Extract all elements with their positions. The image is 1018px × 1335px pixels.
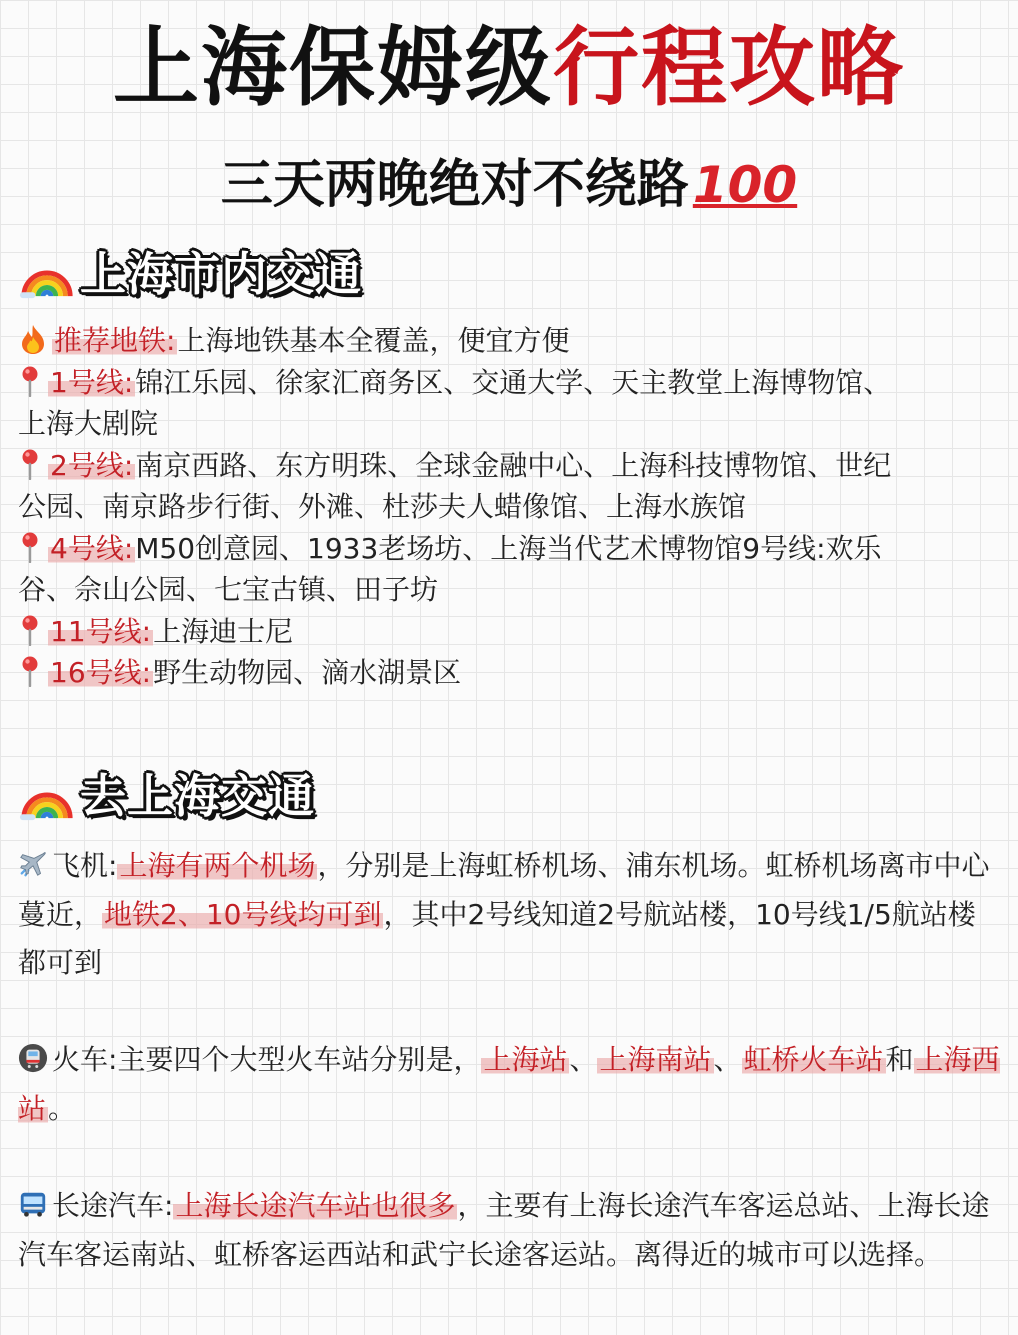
item-label: 11号线: [50, 614, 152, 648]
page-title [0, 18, 1018, 118]
fire-icon [18, 323, 48, 355]
bus-highlight: 上海长途汽车站也很多 [175, 1189, 456, 1222]
train-icon [18, 1042, 48, 1074]
list-item [18, 445, 898, 528]
list-item [18, 320, 1003, 362]
station-shanghai-west: 上海西站 [18, 1043, 1000, 1125]
train-label: 火车: [52, 1043, 118, 1076]
train-text-2: 和 [885, 1043, 914, 1076]
separator: 、 [569, 1043, 598, 1076]
pin-icon [18, 655, 42, 687]
item-text: 野生动物园、滴水湖景区 [153, 656, 462, 689]
station-shanghai-south: 上海南站 [599, 1043, 712, 1076]
bus-label: 长途汽车: [52, 1189, 174, 1222]
subtitle-text: 三天两晚绝对不绕路 [220, 155, 689, 215]
item-text: 上海迪士尼 [153, 614, 294, 648]
item-text: 南京西路、东方明珠、全球金融中心、上海科技博物馆、世纪公园、南京路步行街、外滩、杜莎夫人蜡像馆、上海水族馆 [18, 448, 892, 523]
station-shanghai: 上海站 [483, 1043, 568, 1076]
item-text: 锦江乐园、徐家汇商务区、交通大学、天主教堂上海博物馆、上海大剧院 [18, 365, 892, 440]
pin-icon [18, 365, 42, 397]
pin-icon [18, 448, 42, 480]
bus-text: ，主要有上海长途汽车客运总站、上海长途汽车客运南站、虹桥客运西站和武宁长途客运站。离得近的城市可以选择。 [18, 1189, 990, 1271]
page-subtitle [0, 150, 1018, 220]
bus-icon [18, 1188, 48, 1220]
train-paragraph [18, 1036, 1003, 1133]
station-hongqiao: 虹桥火车站 [743, 1043, 884, 1076]
plane-highlight-metro: 地铁2、10号线均可到 [104, 897, 382, 931]
item-text: 上海地铁基本全覆盖，便宜方便 [177, 324, 570, 357]
section-title: 去上海交通 [80, 769, 315, 823]
plane-label: 飞机: [52, 849, 118, 882]
pin-icon [18, 614, 42, 646]
metro-list [18, 320, 1003, 694]
item-label: 推荐地铁: [54, 324, 176, 357]
rainbow-icon [18, 242, 76, 300]
title-red-part: 行程攻略 [553, 18, 905, 118]
section-heading-to-shanghai [18, 758, 315, 828]
item-text: M50创意园、1933老场坊、上海当代艺术博物馆9号线:欢乐谷、佘山公园、七宝古镇、田子坊 [18, 531, 882, 606]
item-label: 1号线: [50, 365, 134, 399]
airplane-icon [18, 848, 48, 880]
section-heading-city-transport [18, 236, 362, 306]
plane-paragraph [18, 842, 1003, 988]
train-text-1: 主要四个大型火车站分别是， [117, 1043, 482, 1076]
rainbow-icon [18, 764, 76, 822]
list-item [18, 362, 898, 445]
plane-text-2: ，其中2号线知道2号航站楼，10号线1/5航站楼都可到 [18, 897, 976, 979]
pin-icon [18, 531, 42, 563]
plane-text-1: ，分别是上海虹桥机场、浦东机场。虹桥机场离市中心蔓近， [18, 849, 990, 931]
list-item [18, 528, 898, 611]
item-label: 4号线: [50, 531, 134, 565]
list-item [18, 652, 1003, 694]
title-black-part: 上海保姆级 [113, 18, 553, 118]
plane-highlight-airports: 上海有两个机场 [119, 849, 316, 882]
list-item [18, 611, 1003, 653]
bus-paragraph [18, 1182, 1003, 1279]
section-title: 上海市内交通 [80, 247, 362, 301]
item-label: 2号线: [50, 448, 134, 482]
train-text-3: 。 [48, 1091, 77, 1125]
item-label: 16号线: [50, 656, 152, 689]
hundred-points-icon: 100 [692, 156, 798, 214]
separator: 、 [713, 1043, 742, 1076]
